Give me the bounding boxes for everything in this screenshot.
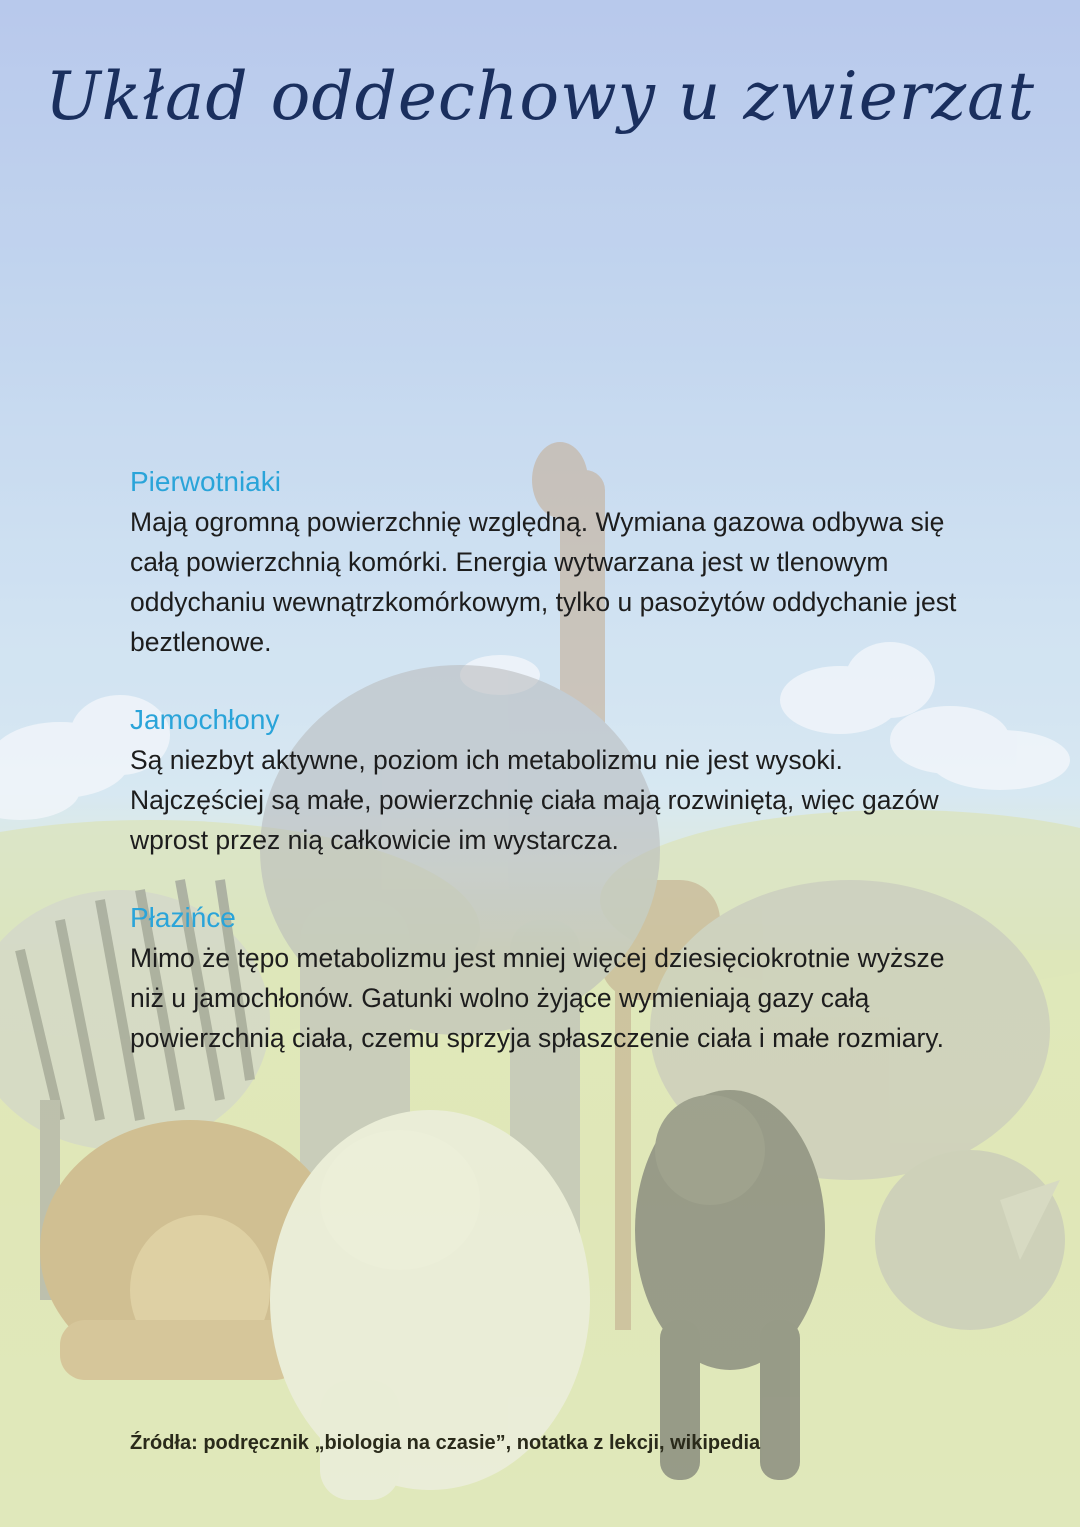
sources-footer: Źródła: podręcznik „biologia na czasie”, notatka z lekcji, wikipedia xyxy=(130,1432,761,1454)
section-paragraph: Są niezbyt aktywne, poziom ich metabolizmu nie jest wysoki. Najczęściej są małe, powierzchnię ciała mają rozwiniętą, więc gazów wprost przez nią całkowicie im wystarcza. xyxy=(130,745,939,855)
content-body xyxy=(130,462,970,1096)
section-jamochlony xyxy=(130,700,970,860)
section-pierwotniaki xyxy=(130,462,970,662)
section-paragraph: Mimo że tępo metabolizmu jest mniej więcej dziesięciokrotnie wyższe niż u jamochłonów. Gatunki wolno żyjące wymieniają gazy całą powierzchnią ciała, czemu sprzyja spłaszczenie ciała i małe rozmiary. xyxy=(130,943,945,1053)
section-paragraph: Mają ogromną powierzchnię względną. Wymiana gazowa odbywa się całą powierzchnią komórki. Energia wytwarzana jest w tlenowym oddychaniu wewnątrzkomórkowym, tylko u pasożytów oddychanie jest beztlenowe. xyxy=(130,507,957,657)
section-heading: Pierwotniaki xyxy=(130,466,281,497)
page-title: Układ oddechowy u zwierzat xyxy=(45,58,1035,135)
section-heading: Płazińce xyxy=(130,902,236,933)
section-plazince xyxy=(130,898,970,1058)
section-heading: Jamochłony xyxy=(130,704,280,735)
